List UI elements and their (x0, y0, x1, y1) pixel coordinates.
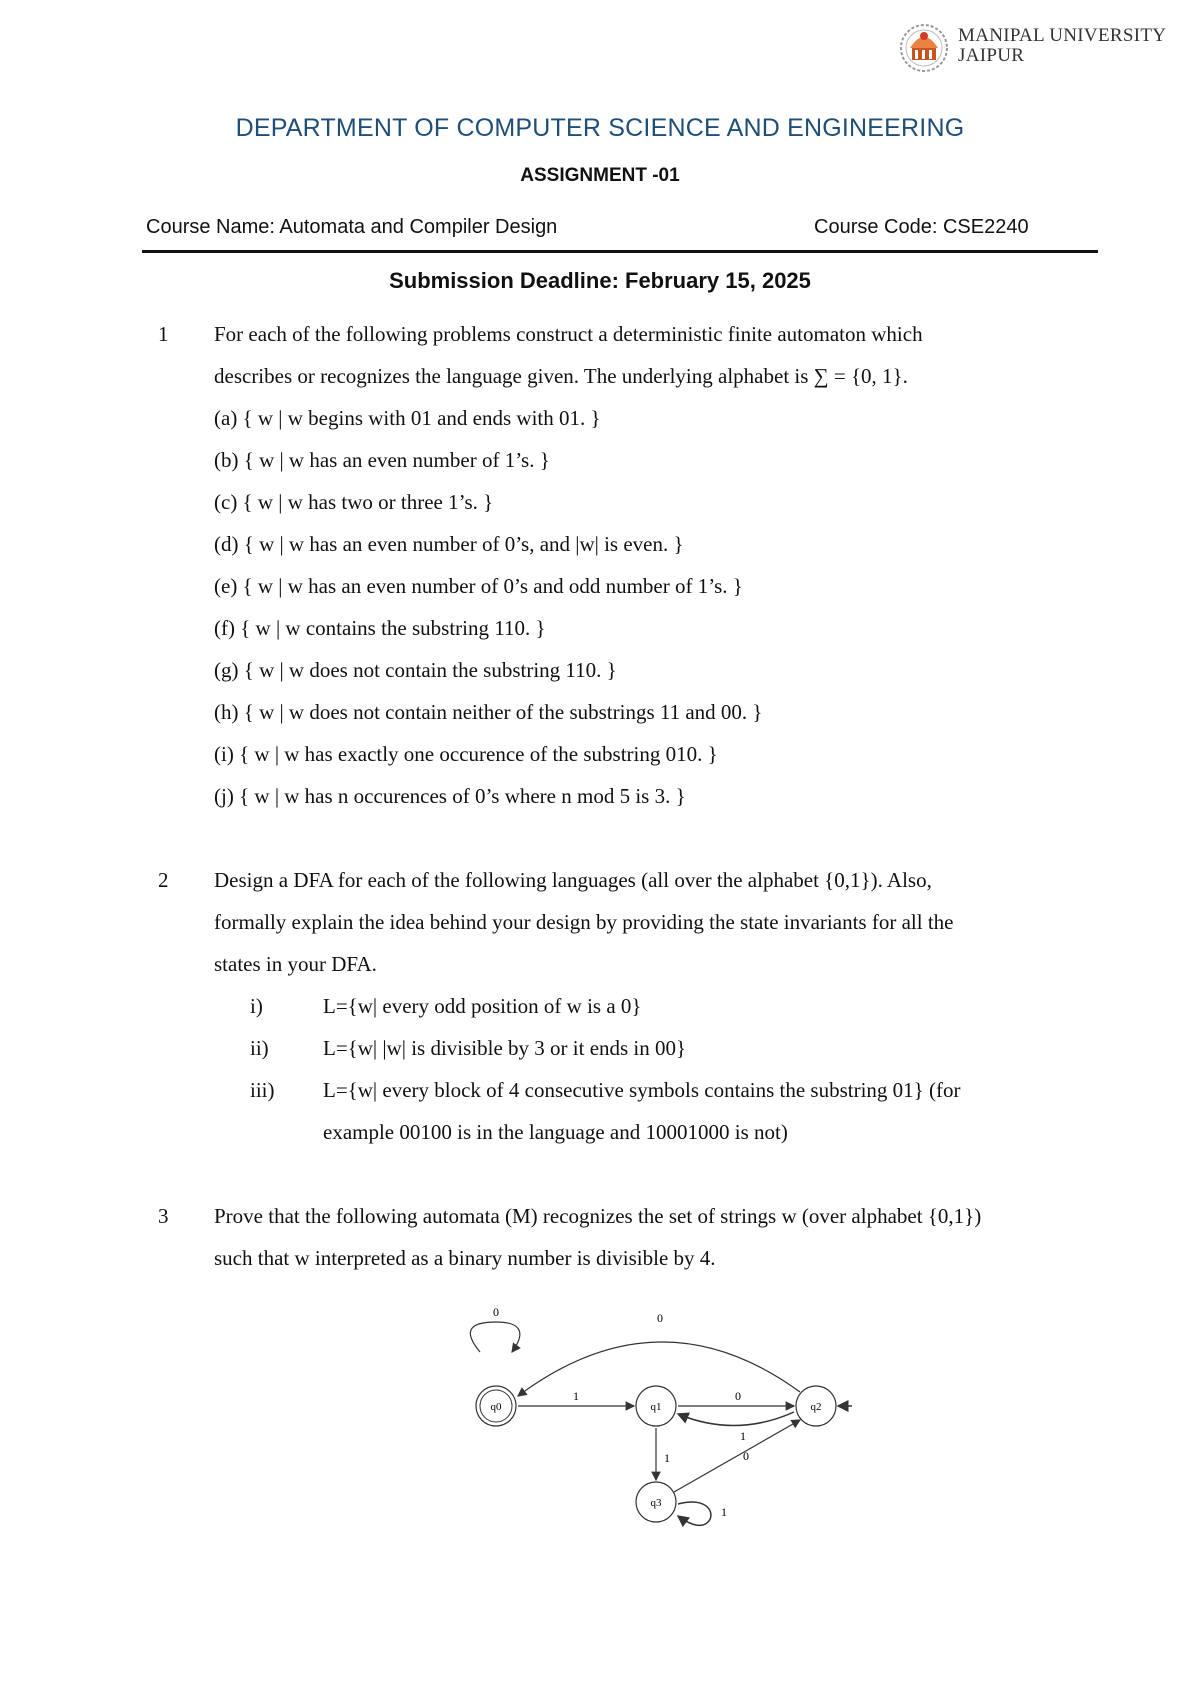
label-q1-q2: 0 (735, 1389, 741, 1403)
question-1-item-h: (h) { w | w does not contain neither of the substrings 11 and 00. } (214, 700, 763, 724)
state-q3-label: q3 (650, 1497, 662, 1509)
question-1-item-e: (e) { w | w has an even number of 0’s and odd number of 1’s. } (214, 574, 743, 598)
question-2-item-3-number: iii) (250, 1078, 275, 1102)
label-q3-q2: 0 (743, 1449, 749, 1463)
university-logo (898, 18, 1188, 84)
question-1-number: 1 (158, 322, 169, 346)
label-q0-self: 0 (493, 1305, 499, 1319)
question-1-item-a: (a) { w | w begins with 01 and ends with 01. } (214, 406, 601, 430)
question-2-intro-line-2: formally explain the idea behind your design by providing the state invariants for all the (214, 910, 954, 934)
question-1-item-j: (j) { w | w has n occurences of 0’s where n mod 5 is 3. } (214, 784, 686, 808)
logo-line-2: JAIPUR (958, 45, 1025, 66)
question-3-number: 3 (158, 1204, 169, 1228)
university-seal-icon (898, 18, 954, 78)
question-1-item-g: (g) { w | w does not contain the substring 110. } (214, 658, 617, 682)
label-q0-q1: 1 (573, 1389, 579, 1403)
label-q2-q0: 0 (657, 1311, 663, 1325)
question-2-item-3-text: L={w| every block of 4 consecutive symbols contains the substring 01} (for (323, 1078, 961, 1102)
state-q2-label: q2 (810, 1401, 822, 1413)
question-2-intro-line-3: states in your DFA. (214, 952, 377, 976)
state-q3 (636, 1482, 676, 1522)
course-name: Course Name: Automata and Compiler Design (146, 216, 558, 238)
label-q3-self: 1 (721, 1505, 727, 1519)
question-1-item-d: (d) { w | w has an even number of 0’s, and |w| is even. } (214, 532, 684, 556)
question-2-item-2-number: ii) (250, 1036, 269, 1060)
question-2-item-1-text: L={w| every odd position of w is a 0} (323, 994, 642, 1018)
question-1-item-c: (c) { w | w has two or three 1’s. } (214, 490, 494, 514)
question-1-intro-line-2: describes or recognizes the language given. The underlying alphabet is ∑ = {0, 1}. (214, 364, 908, 388)
department-title: DEPARTMENT OF COMPUTER SCIENCE AND ENGINEERING (235, 114, 965, 142)
question-2-item-1-number: i) (250, 994, 263, 1018)
automaton-diagram (460, 1300, 880, 1540)
state-q2 (796, 1386, 836, 1426)
state-q0 (476, 1386, 516, 1426)
edge-q0-self (470, 1322, 519, 1352)
question-1-item-b: (b) { w | w has an even number of 1’s. } (214, 448, 550, 472)
edge-q3-self (678, 1502, 711, 1525)
question-2-number: 2 (158, 868, 169, 892)
edge-q3-q2 (674, 1420, 800, 1492)
submission-deadline: Submission Deadline: February 15, 2025 (389, 268, 811, 293)
course-code: Course Code: CSE2240 (814, 216, 1029, 238)
state-q0-label: q0 (490, 1401, 502, 1413)
logo-line-1: MANIPAL UNIVERSITY (958, 25, 1167, 46)
header-divider (142, 250, 1098, 253)
question-1-item-i: (i) { w | w has exactly one occurence of the substring 010. } (214, 742, 718, 766)
label-q2-q1: 1 (740, 1429, 746, 1443)
question-2-intro-line-1: Design a DFA for each of the following languages (all over the alphabet {0,1}). Also, (214, 868, 932, 892)
question-1-intro-line-1: For each of the following problems construct a deterministic finite automaton which (214, 322, 923, 346)
edge-q2-q1 (678, 1412, 794, 1426)
question-3-line-2: such that w interpreted as a binary number is divisible by 4. (214, 1246, 716, 1270)
question-2-item-2-text: L={w| |w| is divisible by 3 or it ends in 00} (323, 1036, 687, 1060)
label-q1-q3: 1 (664, 1451, 670, 1465)
question-3-line-1: Prove that the following automata (M) recognizes the set of strings w (over alphabet {0,1}) (214, 1204, 982, 1228)
question-1-item-f: (f) { w | w contains the substring 110. } (214, 616, 546, 640)
state-q1-label: q1 (650, 1401, 662, 1413)
assignment-title: ASSIGNMENT -01 (520, 165, 680, 186)
state-q1 (636, 1386, 676, 1426)
question-2-item-3-continuation: example 00100 is in the language and 10001000 is not) (323, 1120, 788, 1144)
